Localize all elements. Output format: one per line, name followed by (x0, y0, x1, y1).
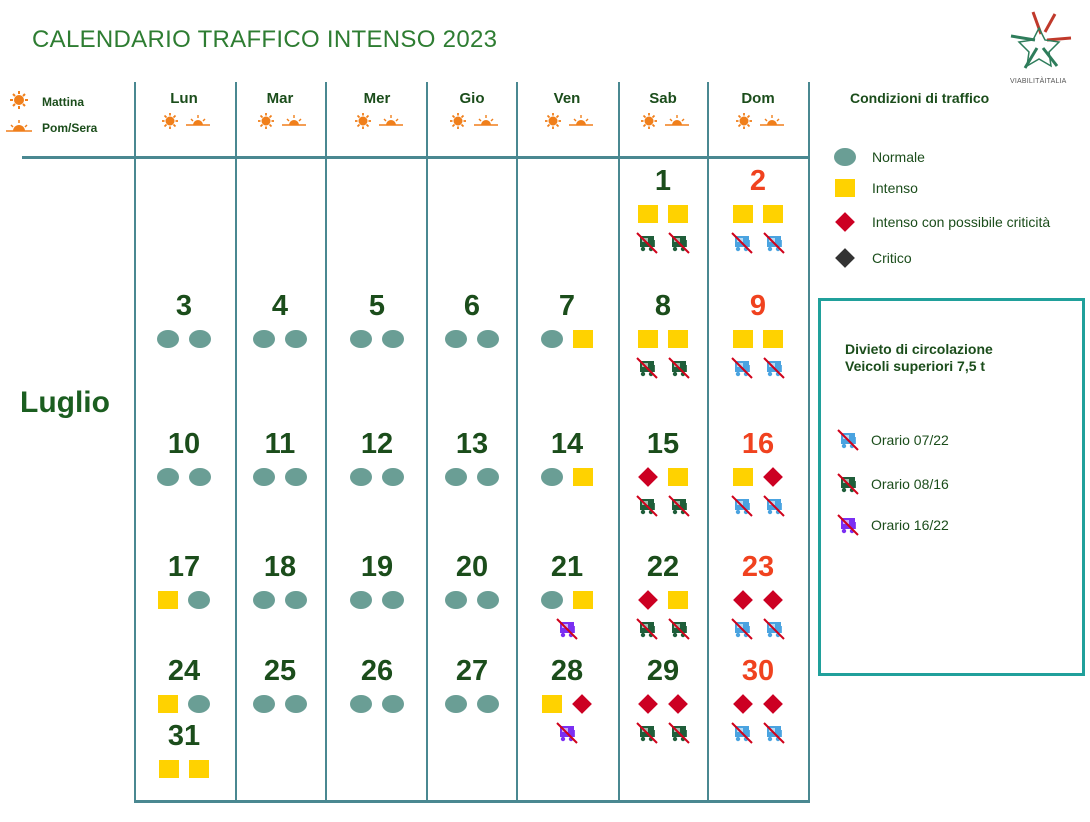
legend-item-normale (830, 144, 925, 170)
truck-bans (618, 356, 708, 380)
criticita-diamond-icon (638, 467, 658, 487)
ban-title-line2: Veicoli superiori 7,5 t (845, 358, 986, 374)
normale-circle-icon (253, 330, 275, 348)
day-name: Dom (741, 90, 775, 107)
intenso-square-icon (733, 205, 753, 223)
truck-ban-green-icon (668, 618, 690, 640)
circle-icon (834, 148, 856, 166)
bottom-divider (134, 800, 810, 803)
traffic-conditions (713, 466, 803, 488)
traffic-conditions (713, 328, 803, 350)
month-label: Luglio (20, 386, 110, 419)
morning-sun-icon (4, 91, 34, 114)
criticita-diamond-icon (763, 590, 783, 610)
normale-circle-icon (285, 330, 307, 348)
morning-sun-icon (253, 113, 279, 134)
sunset-icon (4, 117, 34, 140)
calendar-day-cell (139, 290, 229, 350)
truck-bans (713, 356, 803, 380)
day-number: 4 (271, 290, 289, 322)
day-number: 22 (646, 551, 680, 583)
traffic-conditions (618, 693, 708, 715)
criticita-diamond-icon (638, 694, 658, 714)
calendar-day-cell (139, 720, 229, 780)
traffic-conditions (332, 466, 422, 488)
normale-circle-icon (253, 591, 275, 609)
calendar-day-cell (139, 551, 229, 611)
normale-circle-icon (382, 330, 404, 348)
traffic-conditions (427, 589, 517, 611)
truck-bans (618, 617, 708, 641)
normale-circle-icon (477, 591, 499, 609)
calendar-day-cell (139, 428, 229, 488)
truck-ban-green-icon (668, 357, 690, 379)
calendar-day-cell (522, 551, 612, 641)
intenso-square-icon (158, 695, 178, 713)
traffic-conditions (522, 589, 612, 611)
morning-label: Mattina (42, 95, 84, 109)
ban-item-green (837, 471, 949, 497)
traffic-conditions (235, 589, 325, 611)
header-divider (22, 156, 810, 159)
normale-circle-icon (382, 468, 404, 486)
truck-bans (713, 231, 803, 255)
day-number: 21 (550, 551, 584, 583)
criticita-diamond-icon (638, 590, 658, 610)
truck-bans (713, 494, 803, 518)
traffic-conditions (618, 203, 708, 225)
truck-ban-green-icon (636, 232, 658, 254)
calendar-day-cell (618, 290, 708, 380)
normale-circle-icon (382, 591, 404, 609)
traffic-conditions (427, 466, 517, 488)
calendar-day-cell (618, 165, 708, 255)
day-number: 24 (167, 655, 201, 687)
page-title: CALENDARIO TRAFFICO INTENSO 2023 (32, 26, 498, 53)
ban-item-purple (837, 512, 949, 538)
truck-ban-blue-icon (763, 722, 785, 744)
day-name: Sab (649, 90, 677, 107)
day-number: 16 (741, 428, 775, 460)
morning-sun-icon (540, 113, 566, 134)
normale-circle-icon (285, 695, 307, 713)
intenso-square-icon (668, 330, 688, 348)
day-number: 2 (749, 165, 767, 197)
day-number: 27 (455, 655, 489, 687)
traffic-conditions (235, 328, 325, 350)
traffic-conditions (139, 693, 229, 715)
day-name: Lun (170, 90, 198, 107)
intenso-square-icon (573, 468, 593, 486)
calendar-day-cell (427, 551, 517, 611)
day-number: 19 (360, 551, 394, 583)
day-number: 29 (646, 655, 680, 687)
calendar-day-cell (332, 290, 422, 350)
traffic-conditions (332, 328, 422, 350)
morning-sun-icon (731, 113, 757, 134)
day-number: 15 (646, 428, 680, 460)
calendar-day-cell (522, 428, 612, 488)
traffic-conditions (713, 693, 803, 715)
truck-ban-blue-icon (763, 357, 785, 379)
traffic-conditions (522, 328, 612, 350)
normale-circle-icon (188, 591, 210, 609)
intenso-square-icon (668, 205, 688, 223)
truck-ban-blue-icon (837, 429, 859, 451)
ban-label: Orario 16/22 (871, 517, 949, 533)
truck-ban-green-icon (668, 232, 690, 254)
legend-item-critico (830, 245, 912, 271)
day-number: 6 (463, 290, 481, 322)
normale-circle-icon (445, 695, 467, 713)
truck-bans (713, 721, 803, 745)
square-icon (835, 179, 855, 197)
traffic-conditions (522, 466, 612, 488)
ban-label: Orario 08/16 (871, 476, 949, 492)
intenso-square-icon (763, 205, 783, 223)
calendar-day-cell (235, 290, 325, 350)
day-name: Ven (553, 90, 581, 107)
ban-label: Orario 07/22 (871, 432, 949, 448)
normale-circle-icon (350, 695, 372, 713)
truck-ban-green-icon (837, 473, 859, 495)
traffic-conditions (713, 203, 803, 225)
normale-circle-icon (189, 468, 211, 486)
calendar-day-cell (522, 655, 612, 745)
truck-ban-purple-icon (556, 618, 578, 640)
day-header (713, 90, 803, 140)
normale-circle-icon (285, 591, 307, 609)
day-number: 31 (167, 720, 201, 752)
calendar-day-cell (713, 551, 803, 641)
truck-ban-green-icon (636, 495, 658, 517)
calendar-day-cell (713, 290, 803, 380)
normale-circle-icon (350, 468, 372, 486)
sunset-icon (378, 113, 404, 134)
normale-circle-icon (188, 695, 210, 713)
legend-label: Normale (872, 149, 925, 165)
column-divider (134, 82, 136, 802)
intenso-square-icon (638, 330, 658, 348)
day-number: 30 (741, 655, 775, 687)
normale-circle-icon (157, 330, 179, 348)
day-number: 23 (741, 551, 775, 583)
calendar-day-cell (618, 655, 708, 745)
truck-ban-green-icon (636, 618, 658, 640)
morning-sun-icon (445, 113, 471, 134)
traffic-conditions (522, 693, 612, 715)
day-header (332, 90, 422, 140)
intenso-square-icon (189, 760, 209, 778)
normale-circle-icon (189, 330, 211, 348)
truck-ban-purple-icon (556, 722, 578, 744)
diamond-icon (835, 248, 855, 268)
sunset-icon (759, 113, 785, 134)
traffic-conditions (427, 693, 517, 715)
afternoon-label: Pom/Sera (42, 121, 98, 135)
day-number: 5 (368, 290, 386, 322)
legend-item-criticita (830, 209, 1050, 235)
normale-circle-icon (350, 330, 372, 348)
truck-ban-green-icon (636, 357, 658, 379)
criticita-diamond-icon (733, 590, 753, 610)
traffic-conditions (427, 328, 517, 350)
day-number: 7 (558, 290, 576, 322)
day-number: 12 (360, 428, 394, 460)
calendar-day-cell (235, 655, 325, 715)
intenso-square-icon (733, 468, 753, 486)
normale-circle-icon (445, 591, 467, 609)
normale-circle-icon (477, 468, 499, 486)
intenso-square-icon (638, 205, 658, 223)
calendar-day-cell (427, 290, 517, 350)
truck-bans (522, 617, 612, 641)
day-number: 14 (550, 428, 584, 460)
truck-bans (522, 721, 612, 745)
day-number: 9 (749, 290, 767, 322)
day-name: Mar (266, 90, 294, 107)
day-name: Mer (363, 90, 391, 107)
calendar-day-cell (235, 428, 325, 488)
traffic-conditions (139, 466, 229, 488)
morning-sun-icon (350, 113, 376, 134)
day-number: 3 (175, 290, 193, 322)
truck-bans (618, 721, 708, 745)
traffic-conditions (618, 589, 708, 611)
legend-title: Condizioni di traffico (850, 90, 990, 106)
day-number: 18 (263, 551, 297, 583)
intenso-square-icon (763, 330, 783, 348)
normale-circle-icon (350, 591, 372, 609)
ban-title (845, 341, 993, 375)
truck-ban-blue-icon (731, 495, 753, 517)
calendar-day-cell (235, 551, 325, 611)
normale-circle-icon (382, 695, 404, 713)
traffic-conditions (713, 589, 803, 611)
legend-label: Intenso (872, 180, 918, 196)
calendar-day-cell (332, 428, 422, 488)
criticita-diamond-icon (763, 694, 783, 714)
day-header (235, 90, 325, 140)
criticita-diamond-icon (763, 467, 783, 487)
calendar-day-cell (618, 428, 708, 518)
time-legend (4, 92, 129, 152)
traffic-conditions (332, 589, 422, 611)
calendar-day-cell (332, 655, 422, 715)
column-divider (325, 82, 327, 802)
traffic-conditions (139, 758, 229, 780)
day-number: 8 (654, 290, 672, 322)
truck-ban-blue-icon (763, 232, 785, 254)
normale-circle-icon (285, 468, 307, 486)
normale-circle-icon (541, 468, 563, 486)
ban-legend-box (818, 298, 1085, 676)
traffic-conditions (235, 693, 325, 715)
morning-sun-icon (157, 113, 183, 134)
calendar-day-cell (427, 428, 517, 488)
morning-sun-icon (636, 113, 662, 134)
normale-circle-icon (445, 468, 467, 486)
day-number: 13 (455, 428, 489, 460)
intenso-square-icon (159, 760, 179, 778)
sunset-icon (664, 113, 690, 134)
normale-circle-icon (253, 695, 275, 713)
traffic-conditions (618, 466, 708, 488)
diamond-icon (835, 212, 855, 232)
calendar-day-cell (713, 428, 803, 518)
normale-circle-icon (477, 330, 499, 348)
calendar-day-cell (332, 551, 422, 611)
calendar-day-cell (139, 655, 229, 715)
day-number: 1 (654, 165, 672, 197)
logo-text: VIABILITÀITALIA (1010, 78, 1067, 85)
truck-ban-blue-icon (731, 232, 753, 254)
traffic-conditions (332, 693, 422, 715)
normale-circle-icon (253, 468, 275, 486)
intenso-square-icon (668, 468, 688, 486)
criticita-diamond-icon (668, 694, 688, 714)
truck-ban-blue-icon (731, 357, 753, 379)
sunset-icon (185, 113, 211, 134)
day-header (427, 90, 517, 140)
intenso-square-icon (668, 591, 688, 609)
truck-ban-blue-icon (763, 618, 785, 640)
sunset-icon (281, 113, 307, 134)
criticita-diamond-icon (572, 694, 592, 714)
legend-item-intenso (830, 175, 918, 201)
intenso-square-icon (573, 330, 593, 348)
truck-ban-blue-icon (731, 722, 753, 744)
criticita-diamond-icon (733, 694, 753, 714)
calendar-day-cell (713, 655, 803, 745)
calendar-day-cell (522, 290, 612, 350)
normale-circle-icon (157, 468, 179, 486)
traffic-conditions (139, 328, 229, 350)
traffic-conditions (235, 466, 325, 488)
calendar-day-cell (618, 551, 708, 641)
calendar-day-cell (427, 655, 517, 715)
intenso-square-icon (158, 591, 178, 609)
normale-circle-icon (541, 330, 563, 348)
day-header (139, 90, 229, 140)
intenso-square-icon (573, 591, 593, 609)
truck-bans (618, 231, 708, 255)
day-number: 20 (455, 551, 489, 583)
day-name: Gio (459, 90, 485, 107)
truck-ban-blue-icon (731, 618, 753, 640)
sunset-icon (568, 113, 594, 134)
day-number: 11 (264, 428, 296, 460)
day-number: 25 (263, 655, 297, 687)
legend-label: Intenso con possibile criticità (872, 214, 1051, 230)
truck-ban-green-icon (668, 495, 690, 517)
normale-circle-icon (445, 330, 467, 348)
normale-circle-icon (477, 695, 499, 713)
normale-circle-icon (541, 591, 563, 609)
legend-label: Critico (872, 250, 912, 266)
day-header (618, 90, 708, 140)
ban-title-line1: Divieto di circolazione (845, 341, 993, 357)
day-header (522, 90, 612, 140)
calendar-day-cell (713, 165, 803, 255)
traffic-conditions (139, 589, 229, 611)
truck-ban-green-icon (668, 722, 690, 744)
intenso-square-icon (542, 695, 562, 713)
truck-ban-purple-icon (837, 514, 859, 536)
truck-bans (713, 617, 803, 641)
intenso-square-icon (733, 330, 753, 348)
day-number: 26 (360, 655, 394, 687)
day-number: 28 (550, 655, 584, 687)
truck-ban-blue-icon (763, 495, 785, 517)
truck-bans (618, 494, 708, 518)
truck-ban-green-icon (636, 722, 658, 744)
ban-item-blue (837, 427, 949, 453)
day-number: 10 (167, 428, 201, 460)
sunset-icon (473, 113, 499, 134)
day-number: 17 (167, 551, 201, 583)
traffic-conditions (618, 328, 708, 350)
column-divider (808, 82, 810, 802)
